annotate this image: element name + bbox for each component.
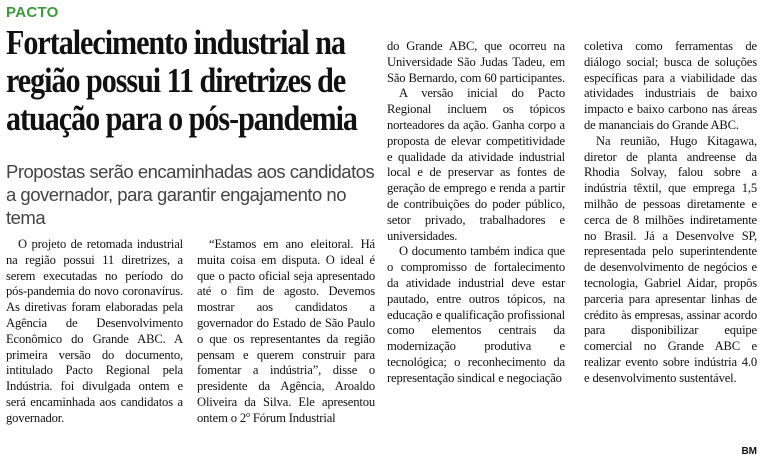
paragraph: do Grande ABC, que ocorreu na Universidade São Judas Tadeu, em São Bernardo, com 60 participantes. bbox=[387, 39, 566, 85]
section-label: PACTO bbox=[6, 4, 59, 21]
paragraph: O documento também indica que o compromisso de fortalecimento da atividade industrial deve estar pautado, entre outros tópicos, na educação e qualificação profissional como elementos centrais da modernização produtiva e tecnológica; o reconhecimento da representação sindical e negociação bbox=[387, 244, 565, 385]
subheadline: Propostas serão encaminhadas aos candidatos a governador, para garantir engajamento no tema bbox=[6, 161, 375, 228]
article-column-1 bbox=[6, 237, 183, 427]
article-column-4 bbox=[584, 39, 757, 387]
paragraph: O projeto de retomada industrial na região possui 11 diretrizes, a serem executadas no período do pós-pandemia do novo coronavírus. As diretivas foram elaboradas pela Agência de Desenvolvimento Econômico do Grande ABC. A primeira versão do documento, intitulado Pacto Regional pela Indústria. foi divulgada ontem e será encaminhada aos candidatos a governador. bbox=[6, 237, 183, 425]
author-initials: BM bbox=[741, 446, 757, 457]
article-column-3 bbox=[387, 39, 565, 387]
paragraph-text: “Estamos em ano eleitoral. Há muita coisa em disputa. O ideal é que o pacto oficial seja apresentado até o fim de agosto. Devemos mostrar aos candidatos a governador do Estado de São Paulo o que os representantes da região pensam e querem construir para fomentar a indústria”, disse o presidente da Agência, Aroaldo Oliveira da Silva. Ele apresentou ontem o 2 bbox=[197, 237, 375, 425]
paragraph: A versão inicial do Pacto Regional incluem os tópicos norteadores da ação. Ganha corpo a proposta de elevar competitividade e qualidade da atividade industrial local e de preservar as fontes de geração de emprego e renda a partir de contribuições do poder público, setor privado, trabalhadores e universidades. bbox=[387, 86, 565, 243]
headline: Fortalecimento industrial na região possui 11 diretrizes de atuação para o pós-pandemia bbox=[6, 23, 357, 138]
article-column-2 bbox=[197, 237, 375, 427]
paragraph-text: Fórum Industrial bbox=[249, 410, 336, 425]
paragraph: coletiva como ferramentas de diálogo social; busca de soluções específicas para a viabilidade das atividades industriais de baixo impacto e baixo carbono nas áreas de mananciais do Grande ABC. bbox=[584, 39, 757, 132]
ordinal-superscript: o bbox=[246, 409, 250, 419]
paragraph bbox=[197, 237, 375, 427]
paragraph: Na reunião, Hugo Kitagawa, diretor de planta andreense da Rhodia Solvay, falou sobre a indústria têxtil, que emprega 1,5 milhão de pessoas diretamente e cerca de 8 milhões indiretamente no Brasil. Já a Desenvolve SP, representada pelo superintendente de desenvolvimento de negócios e tecnologia, Gabriel Aidar, propôs parceria para apresentar linhas de crédito às empresas, assinar acordo para disponibilizar equipe comercial no Grande ABC e realizar evento sobre indústria 4.0 e desenvolvimento sustentável. bbox=[584, 133, 757, 385]
